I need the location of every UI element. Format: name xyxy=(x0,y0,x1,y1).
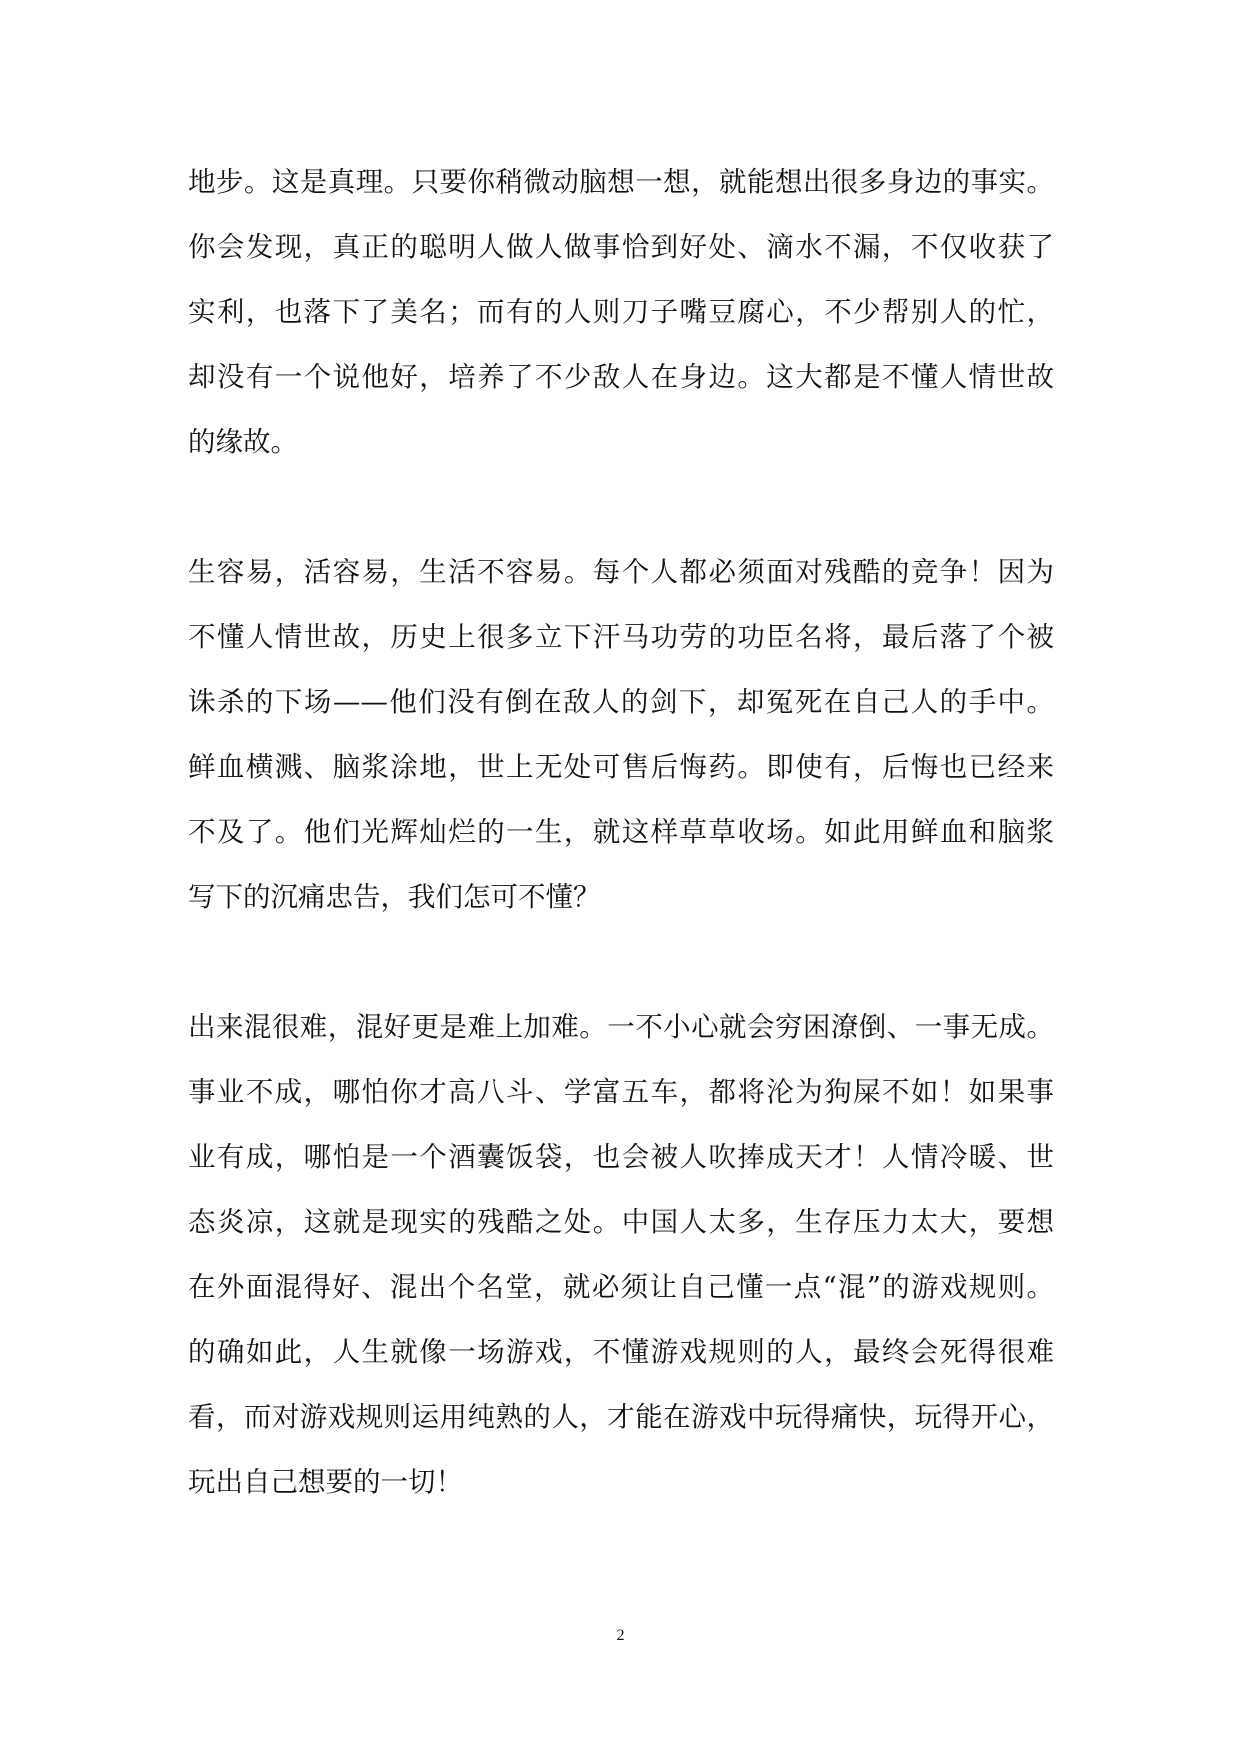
text-line: 不及了。他们光辉灿烂的一生，就这样草草收场。如此用鲜血和脑浆 xyxy=(188,816,1054,848)
text-line: 事业不成，哪怕你才高八斗、学富五车，都将沦为狗屎不如！如果事 xyxy=(188,1076,1054,1108)
text-line: 生容易，活容易，生活不容易。每个人都必须面对残酷的竞争！因为 xyxy=(188,556,1054,588)
text-line: 的确如此，人生就像一场游戏，不懂游戏规则的人，最终会死得很难 xyxy=(188,1336,1054,1368)
paragraph xyxy=(188,995,1054,1515)
text-line: 写下的沉痛忠告，我们怎可不懂？ xyxy=(188,881,601,913)
text-line: 看，而对游戏规则运用纯熟的人，才能在游戏中玩得痛快，玩得开心， xyxy=(188,1401,1054,1433)
text-line: 诛杀的下场——他们没有倒在敌人的剑下，却冤死在自己人的手中。 xyxy=(188,686,1054,718)
paragraph xyxy=(188,540,1054,930)
text-line: 态炎凉，这就是现实的残酷之处。中国人太多，生存压力太大，要想 xyxy=(188,1206,1054,1238)
text-line: 地步。这是真理。只要你稍微动脑想一想，就能想出很多身边的事实。 xyxy=(188,166,1054,198)
text-line: 玩出自己想要的一切！ xyxy=(188,1466,463,1498)
text-line: 的缘故。 xyxy=(188,426,298,458)
text-line: 业有成，哪怕是一个酒囊饭袋，也会被人吹捧成天才！人情冷暖、世 xyxy=(188,1141,1054,1173)
text-line: 不懂人情世故，历史上很多立下汗马功劳的功臣名将，最后落了个被 xyxy=(188,621,1054,653)
text-line: 在外面混得好、混出个名堂，就必须让自己懂一点“混”的游戏规则。 xyxy=(188,1271,1054,1303)
text-line: 出来混很难，混好更是难上加难。一不小心就会穷困潦倒、一事无成。 xyxy=(188,1011,1054,1043)
page-number: 2 xyxy=(616,1627,625,1644)
text-line: 却没有一个说他好，培养了不少敌人在身边。这大都是不懂人情世故 xyxy=(188,361,1054,393)
text-line: 实利，也落下了美名；而有的人则刀子嘴豆腐心，不少帮别人的忙， xyxy=(188,296,1054,328)
text-line: 你会发现，真正的聪明人做人做事恰到好处、滴水不漏，不仅收获了 xyxy=(188,231,1054,263)
text-line: 鲜血横溅、脑浆涂地，世上无处可售后悔药。即使有，后悔也已经来 xyxy=(188,751,1054,783)
paragraph xyxy=(188,150,1054,475)
